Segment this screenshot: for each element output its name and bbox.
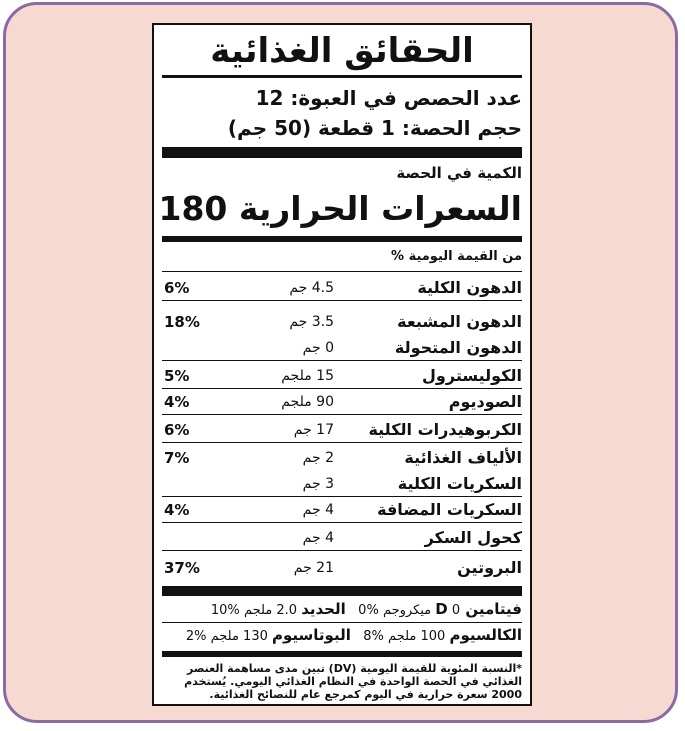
divider (162, 271, 522, 272)
nutrient-dv: 18% (164, 313, 200, 331)
nutrient-amount: 3 جم (302, 476, 334, 492)
nutrition-facts-label (152, 23, 532, 706)
nutrient-amount: 3.5 جم (289, 314, 334, 330)
footnote: *النسبة المئوية للقيمة اليومية (DV) تبين مدى مساهمة العنصر الغذائي في الحصة الواحدة في النظام الغذائي اليومي. يُستخدم 2000 سعرة حرارية في اليوم كمرجع عام للنصائح الغذائية. (184, 662, 522, 701)
nutrient-amount: 17 جم (293, 422, 334, 438)
nutrient-dv: 4% (164, 393, 190, 411)
nutrient-dv: 6% (164, 279, 190, 297)
daily-value-header: من القيمة اليومية % (391, 249, 522, 264)
nutrient-row (162, 363, 522, 389)
nutrient-row (162, 497, 522, 523)
vitamin-amount: 100 ملجم (388, 629, 446, 644)
nutrient-name: كحول السكر (424, 528, 522, 547)
nutrient-amount: 90 ملجم (281, 394, 334, 410)
vitamin-name: الكالسيوم (449, 626, 522, 644)
nutrient-row (162, 335, 522, 361)
amount-per-serving: الكمية في الحصة (396, 164, 522, 182)
thick-divider (162, 586, 522, 596)
divider (162, 75, 522, 78)
nutrient-name: الدهون الكلية (417, 278, 522, 297)
nutrient-name: البروتين (457, 558, 522, 577)
nutrient-row (162, 309, 522, 335)
nutrient-amount: 21 جم (293, 560, 334, 576)
vitamin-dv: 8% (363, 629, 384, 644)
nutrient-amount: 0 جم (302, 340, 334, 356)
vitamin-name: البوتاسيوم (272, 626, 351, 644)
nutrient-name: الكوليسترول (422, 366, 522, 385)
servings-per-container: عدد الحصص في العبوة: 12 (255, 86, 522, 110)
nutrient-amount: 4 جم (302, 530, 334, 546)
vitamin-amount: 130 ملجم (210, 629, 268, 644)
thick-divider (162, 147, 522, 158)
nutrient-row (162, 275, 522, 301)
nutrient-name: الدهون المشبعة (397, 312, 522, 331)
nutrient-row (162, 445, 522, 471)
nutrient-amount: 4.5 جم (289, 280, 334, 296)
nutrient-dv: 4% (164, 501, 190, 519)
vitamin-amount: 0 ميكروجم (382, 603, 461, 618)
vitamin-dv: 10% (210, 603, 240, 618)
vitamin-dv: 0% (358, 603, 379, 618)
nutrient-amount: 2 جم (302, 450, 334, 466)
nutrient-row (162, 555, 522, 581)
serving-size: حجم الحصة: 1 قطعة (50 جم) (227, 116, 522, 140)
nutrient-row (162, 525, 522, 551)
nutrient-amount: 15 ملجم (281, 368, 334, 384)
nutrient-row (162, 389, 522, 415)
vitamin-name: الحديد (301, 600, 346, 618)
nutrient-dv: 5% (164, 367, 190, 385)
nutrient-name: السكريات المضافة (377, 500, 522, 519)
nutrient-row (162, 417, 522, 443)
medium-divider (162, 651, 522, 657)
calories: السعرات الحرارية 180 (158, 189, 522, 228)
nutrient-name: السكريات الكلية (397, 474, 522, 493)
nutrient-name: الألياف الغذائية (404, 448, 522, 467)
nutrient-amount: 4 جم (302, 502, 334, 518)
vitamin-name: فيتامين D (435, 600, 522, 618)
vitamins-row (162, 623, 522, 647)
nutrient-dv: 37% (164, 559, 200, 577)
vitamins-row (162, 597, 522, 621)
nutrient-row (162, 471, 522, 497)
nutrient-name: الدهون المتحولة (394, 338, 522, 357)
nutrient-dv: 6% (164, 421, 190, 439)
nutrient-dv: 7% (164, 449, 190, 467)
nutrient-name: الكربوهيدرات الكلية (368, 420, 522, 439)
label-title: الحقائق الغذائية (210, 31, 474, 71)
vitamin-amount: 2.0 ملجم (243, 603, 298, 618)
nutrient-name: الصوديوم (448, 392, 522, 411)
vitamin-dv: 2% (185, 629, 207, 644)
medium-divider (162, 236, 522, 242)
